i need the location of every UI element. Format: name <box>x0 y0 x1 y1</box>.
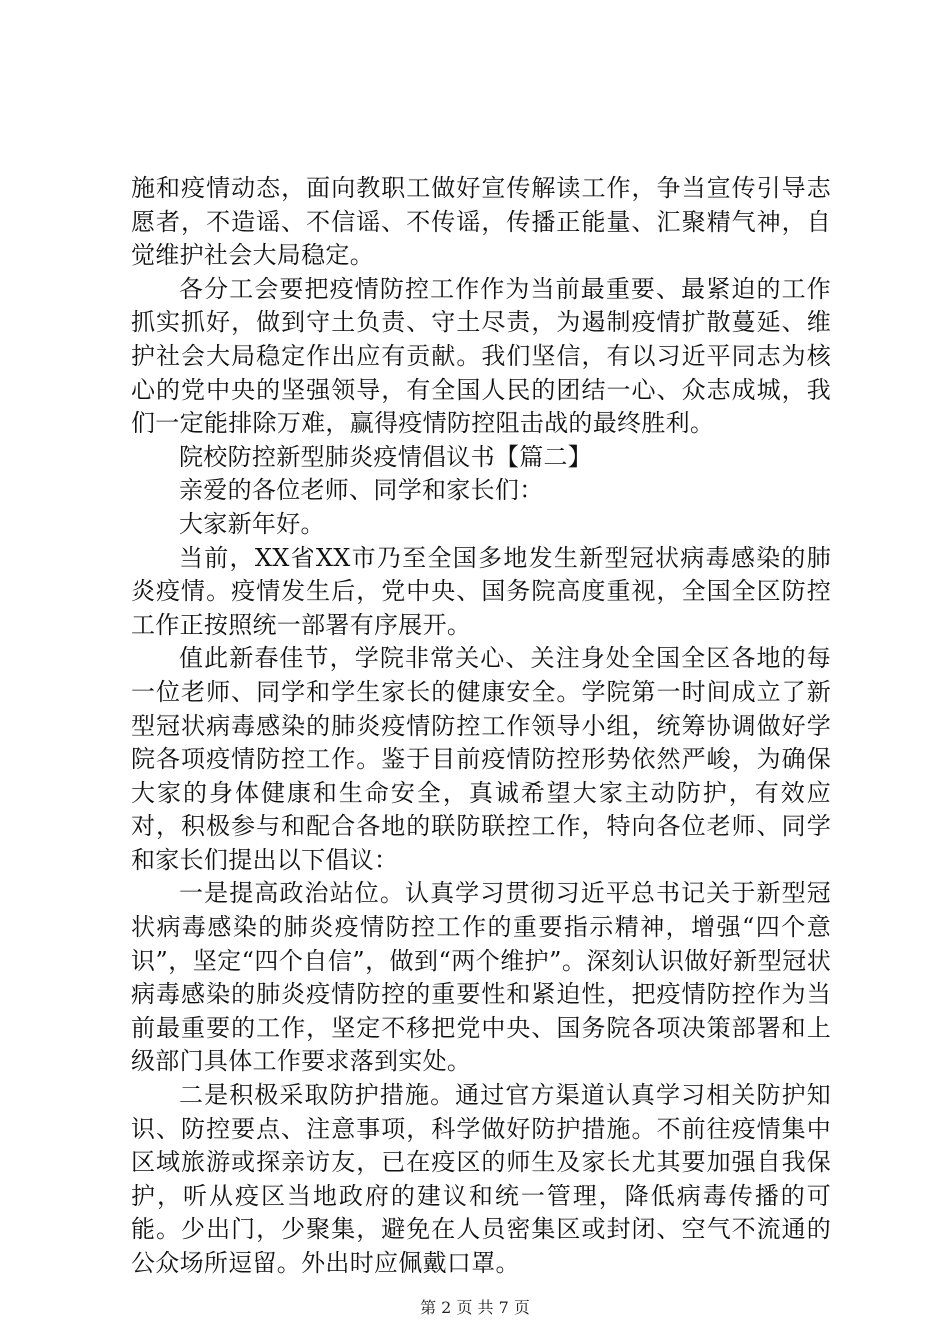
paragraph: 各分工会要把疫情防控工作作为当前最重要、最紧迫的工作抓实抓好，做到守土负责、守土尽责，为遏制疫情扩散蔓延、维护社会大局稳定作出应有贡献。我们坚信，有以习近平同志为核心的党中央的坚强领导，有全国人民的团结一心、众志成城，我们一定能排除万难，赢得疫情防控阻击战的最终胜利。 <box>131 274 831 438</box>
document-body <box>131 172 831 1281</box>
paragraph: 一是提高政治站位。认真学习贯彻习近平总书记关于新型冠状病毒感染的肺炎疫情防控工作的重要指示精神，增强“四个意识”，坚定“四个自信”，做到“两个维护”。深刻认识做好新型冠状病毒感染的肺炎疫情防控的重要性和紧迫性，把疫情防控作为当前最重要的工作，坚定不移把党中央、国务院各项决策部署和上级部门具体工作要求落到实处。 <box>131 879 831 1076</box>
salutation: 亲爱的各位老师、同学和家长们： <box>179 476 544 505</box>
section-heading: 院校防控新型肺炎疫情倡议书【篇二】 <box>179 442 593 471</box>
paragraph: 当前，XX省XX市乃至全国多地发生新型冠状病毒感染的肺炎疫情。疫情发生后，党中央、国务院高度重视，全国全区防控工作正按照统一部署有序展开。 <box>131 543 831 639</box>
greeting: 大家新年好。 <box>179 509 325 538</box>
paragraph: 施和疫情动态，面向教职工做好宣传解读工作，争当宣传引导志愿者，不造谣、不信谣、不传谣，传播正能量、汇聚精气神，自觉维护社会大局稳定。 <box>131 174 831 270</box>
paragraph: 值此新春佳节，学院非常关心、关注身处全国全区各地的每一位老师、同学和学生家长的健康安全。学院第一时间成立了新型冠状病毒感染的肺炎疫情防控工作领导小组，统筹协调做好学院各项疫情防控工作。鉴于目前疫情防控形势依然严峻，为确保大家的身体健康和生命安全，真诚希望大家主动防护，有效应对，积极参与和配合各地的联防联控工作，特向各位老师、同学和家长们提出以下倡议： <box>131 644 831 874</box>
paragraph: 二是积极采取防护措施。通过官方渠道认真学习相关防护知识、防控要点、注意事项，科学做好防护措施。不前往疫情集中区域旅游或探亲访友，已在疫区的师生及家长尤其要加强自我保护，听从疫区当地政府的建议和统一管理，降低病毒传播的可能。少出门，少聚集，避免在人员密集区或封闭、空气不流通的公众场所逗留。外出时应佩戴口罩。 <box>131 1081 831 1277</box>
page-footer: 第 2 页 共 7 页 <box>420 1298 530 1317</box>
